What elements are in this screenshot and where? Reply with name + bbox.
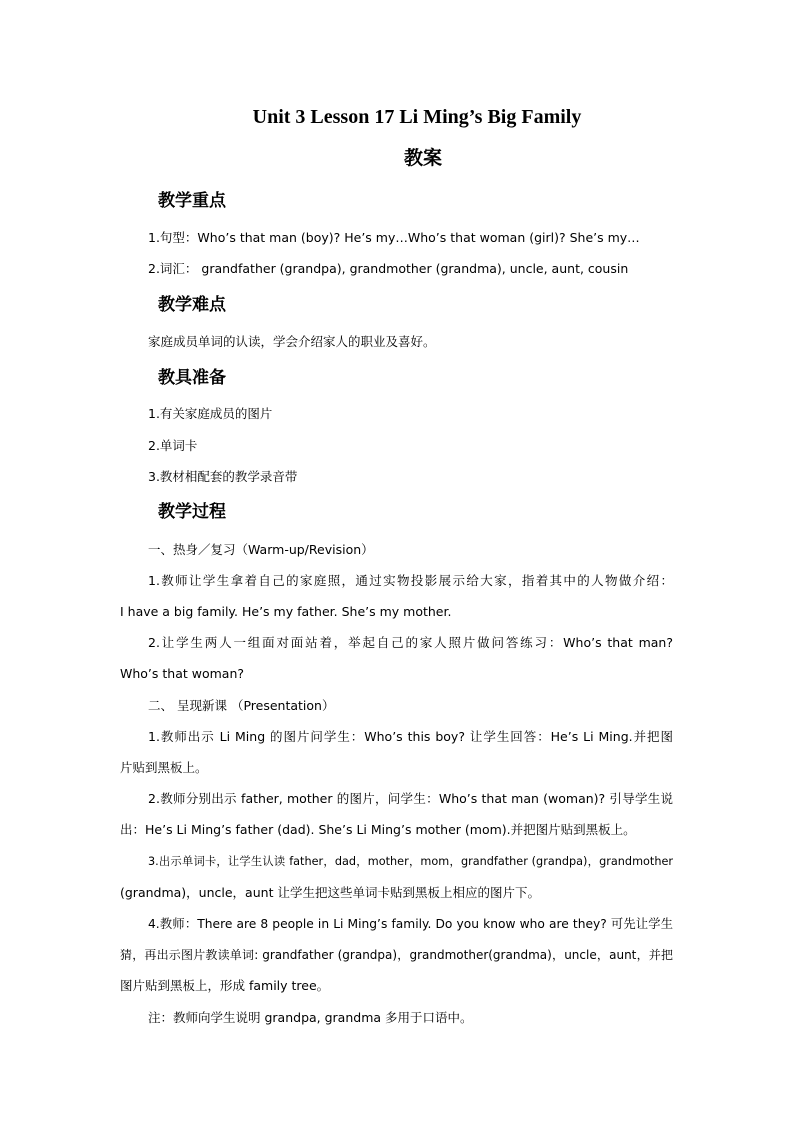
heading-materials: 教具准备: [158, 368, 226, 388]
process-p1-line2: I have a big family. He’s my father. She’s my mother.: [120, 604, 452, 619]
process-p6-line1: 4.教师：There are 8 people in Li Ming’s family. Do you know who are they? 可先让学生: [148, 917, 673, 931]
process-p6-line3: 图片贴到黑板上，形成 family tree。: [120, 978, 330, 993]
process-note: 注：教师向学生说明 grandpa, grandma 多用于口语中。: [148, 1010, 473, 1025]
process-p5-line1: 3.出示单词卡，让学生认读 father，dad，mother，mom，grandfather (grandpa)，grandmother: [148, 855, 673, 868]
process-p1-line1: 1.教师让学生拿着自己的家庭照，通过实物投影展示给大家，指着其中的人物做介绍：: [148, 573, 673, 588]
process-part1-title: 一、热身／复习（Warm-up/Revision）: [148, 542, 374, 557]
material-item-pictures: 1.有关家庭成员的图片: [148, 406, 273, 421]
heading-key-points: 教学重点: [158, 191, 226, 211]
material-item-cards: 2.单词卡: [148, 438, 198, 453]
document-title: Unit 3 Lesson 17 Li Ming’s Big Family: [252, 106, 582, 128]
process-p5-line2: (grandma)，uncle，aunt 让学生把这些单词卡贴到黑板上相应的图片下。: [120, 885, 540, 900]
heading-process: 教学过程: [158, 502, 226, 522]
process-p3-line2: 片贴到黑板上。: [120, 760, 208, 775]
process-p2-line2: Who’s that woman?: [120, 666, 245, 681]
difficulties-text: 家庭成员单词的认读，学会介绍家人的职业及喜好。: [148, 334, 436, 349]
process-p4-line1: 2.教师分别出示 father, mother 的图片，问学生：Who’s that man (woman)? 引导学生说: [148, 791, 673, 806]
material-item-tapes: 3.教材相配套的教学录音带: [148, 469, 298, 484]
process-p3-line1: 1.教师出示 Li Ming 的图片问学生：Who’s this boy? 让学生回答：He’s Li Ming.并把图: [148, 729, 673, 744]
key-point-sentence: 1.句型：Who’s that man (boy)? He’s my…Who’s that woman (girl)? She’s my…: [148, 230, 640, 245]
process-part2-title: 二、 呈现新课 （Presentation）: [148, 698, 335, 713]
key-point-vocabulary: 2.词汇： grandfather (grandpa), grandmother (grandma), uncle, aunt, cousin: [148, 261, 629, 276]
document-subtitle: 教案: [403, 147, 442, 169]
process-p6-line2: 猜，再出示图片教读单词: grandfather (grandpa)，grandmother(grandma)，uncle，aunt，并把: [120, 948, 673, 962]
heading-difficulties: 教学难点: [158, 295, 226, 315]
process-p2-line1: 2.让学生两人一组面对面站着，举起自己的家人照片做问答练习：Who’s that man?: [148, 635, 673, 650]
process-p4-line2: 出：He’s Li Ming’s father (dad). She’s Li Ming’s mother (mom).并把图片贴到黑板上。: [120, 822, 636, 837]
